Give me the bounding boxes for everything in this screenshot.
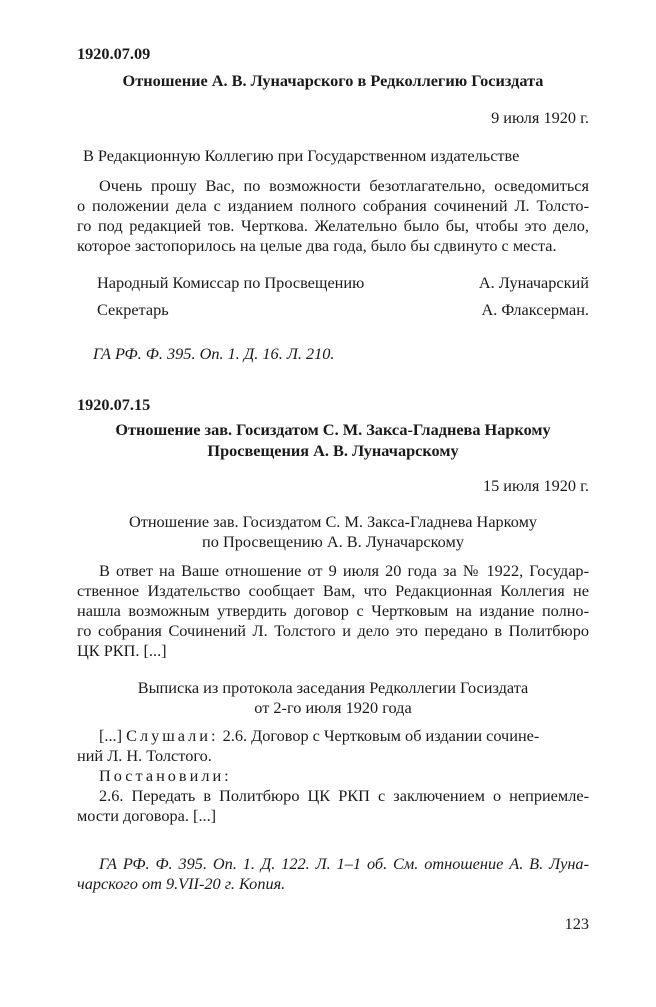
doc2-heard-cont: ний Л. Н. Толстого. bbox=[77, 746, 212, 765]
doc2-resolved-line: 2.6. Передать в Политбюро ЦК РКП с заключением о неприемле- bbox=[99, 786, 589, 805]
doc2-body-line: ЦК РКП. [...] bbox=[77, 641, 167, 660]
doc2-extract-title-line: Выписка из протокола заседания Редколлегии Госиздата bbox=[137, 678, 529, 697]
doc1-title: Отношение А. В. Луначарского в Редколлегию Госиздата bbox=[122, 71, 544, 90]
doc2-source-line: чарского от 9.VII-20 г. Копия. bbox=[77, 874, 286, 893]
doc2-resolved-line: мости договора. [...] bbox=[77, 806, 217, 825]
doc2-body-line: нашла возможным утвердить договор с Чертковым на издание полно- bbox=[77, 601, 589, 620]
doc2-date: 15 июля 1920 г. bbox=[482, 476, 589, 495]
doc2-body-line: ственное Издательство сообщает Вам, что Редакционная Коллегия не bbox=[77, 581, 589, 600]
heard-text: 2.6. Договор с Чертковым об издании сочине- bbox=[218, 726, 540, 745]
doc2-heard-line bbox=[99, 726, 589, 746]
doc1-source: ГА РФ. Ф. 395. Оп. 1. Д. 16. Л. 210. bbox=[93, 344, 335, 363]
signature-role: Народный Комиссар по Просвещению bbox=[97, 273, 365, 292]
doc2-body-line: го собрания Сочинений Л. Толстого и дело это передано в Политбюро bbox=[77, 621, 589, 640]
doc1-body-line: о положении дела с изданием полного собрания сочинений Л. Толсто- bbox=[77, 196, 589, 215]
doc2-subtitle-line: по Просвещению А. В. Луначарскому bbox=[202, 532, 464, 551]
doc2-source-line: ГА РФ. Ф. 395. Оп. 1. Д. 122. Л. 1–1 об. См. отношение А. В. Луна- bbox=[99, 854, 589, 873]
signature-name: А. Флаксерман. bbox=[481, 300, 589, 319]
doc1-date-code: 1920.07.09 bbox=[77, 44, 151, 63]
doc2-title-line: Отношение зав. Госиздатом С. М. Закса-Гладнева Наркому bbox=[115, 420, 551, 439]
doc1-body-line: которое застопорилось на целые два года, было бы сдвинуто с места. bbox=[77, 236, 557, 255]
doc1-body-line: Очень прошу Вас, по возможности безотлагательно, осведомиться bbox=[99, 176, 589, 195]
heard-label: Слушали: bbox=[126, 726, 219, 745]
doc1-date: 9 июля 1920 г. bbox=[491, 108, 589, 127]
doc2-resolved-label: Постановили: bbox=[99, 766, 232, 785]
doc2-subtitle-line: Отношение зав. Госиздатом С. М. Закса-Гладнева Наркому bbox=[128, 512, 538, 531]
doc2-title-line: Просвещения А. В. Луначарскому bbox=[207, 441, 459, 460]
doc2-date-code: 1920.07.15 bbox=[77, 395, 151, 414]
signature-role: Секретарь bbox=[97, 300, 169, 319]
doc2-body-line: В ответ на Ваше отношение от 9 июля 20 года за № 1922, Государ- bbox=[99, 561, 589, 580]
doc2-extract-title-line: от 2-го июля 1920 года bbox=[254, 698, 412, 717]
doc1-body-line: го под редакцией тов. Черткова. Желательно было бы, чтобы это дело, bbox=[77, 216, 589, 235]
heard-prefix: [...] bbox=[99, 726, 127, 745]
document-page bbox=[77, 0, 589, 1007]
doc1-addressee: В Редакционную Коллегию при Государственном издательстве bbox=[83, 146, 520, 165]
signature-name: А. Луначарский bbox=[478, 273, 589, 292]
page-number: 123 bbox=[564, 914, 589, 933]
